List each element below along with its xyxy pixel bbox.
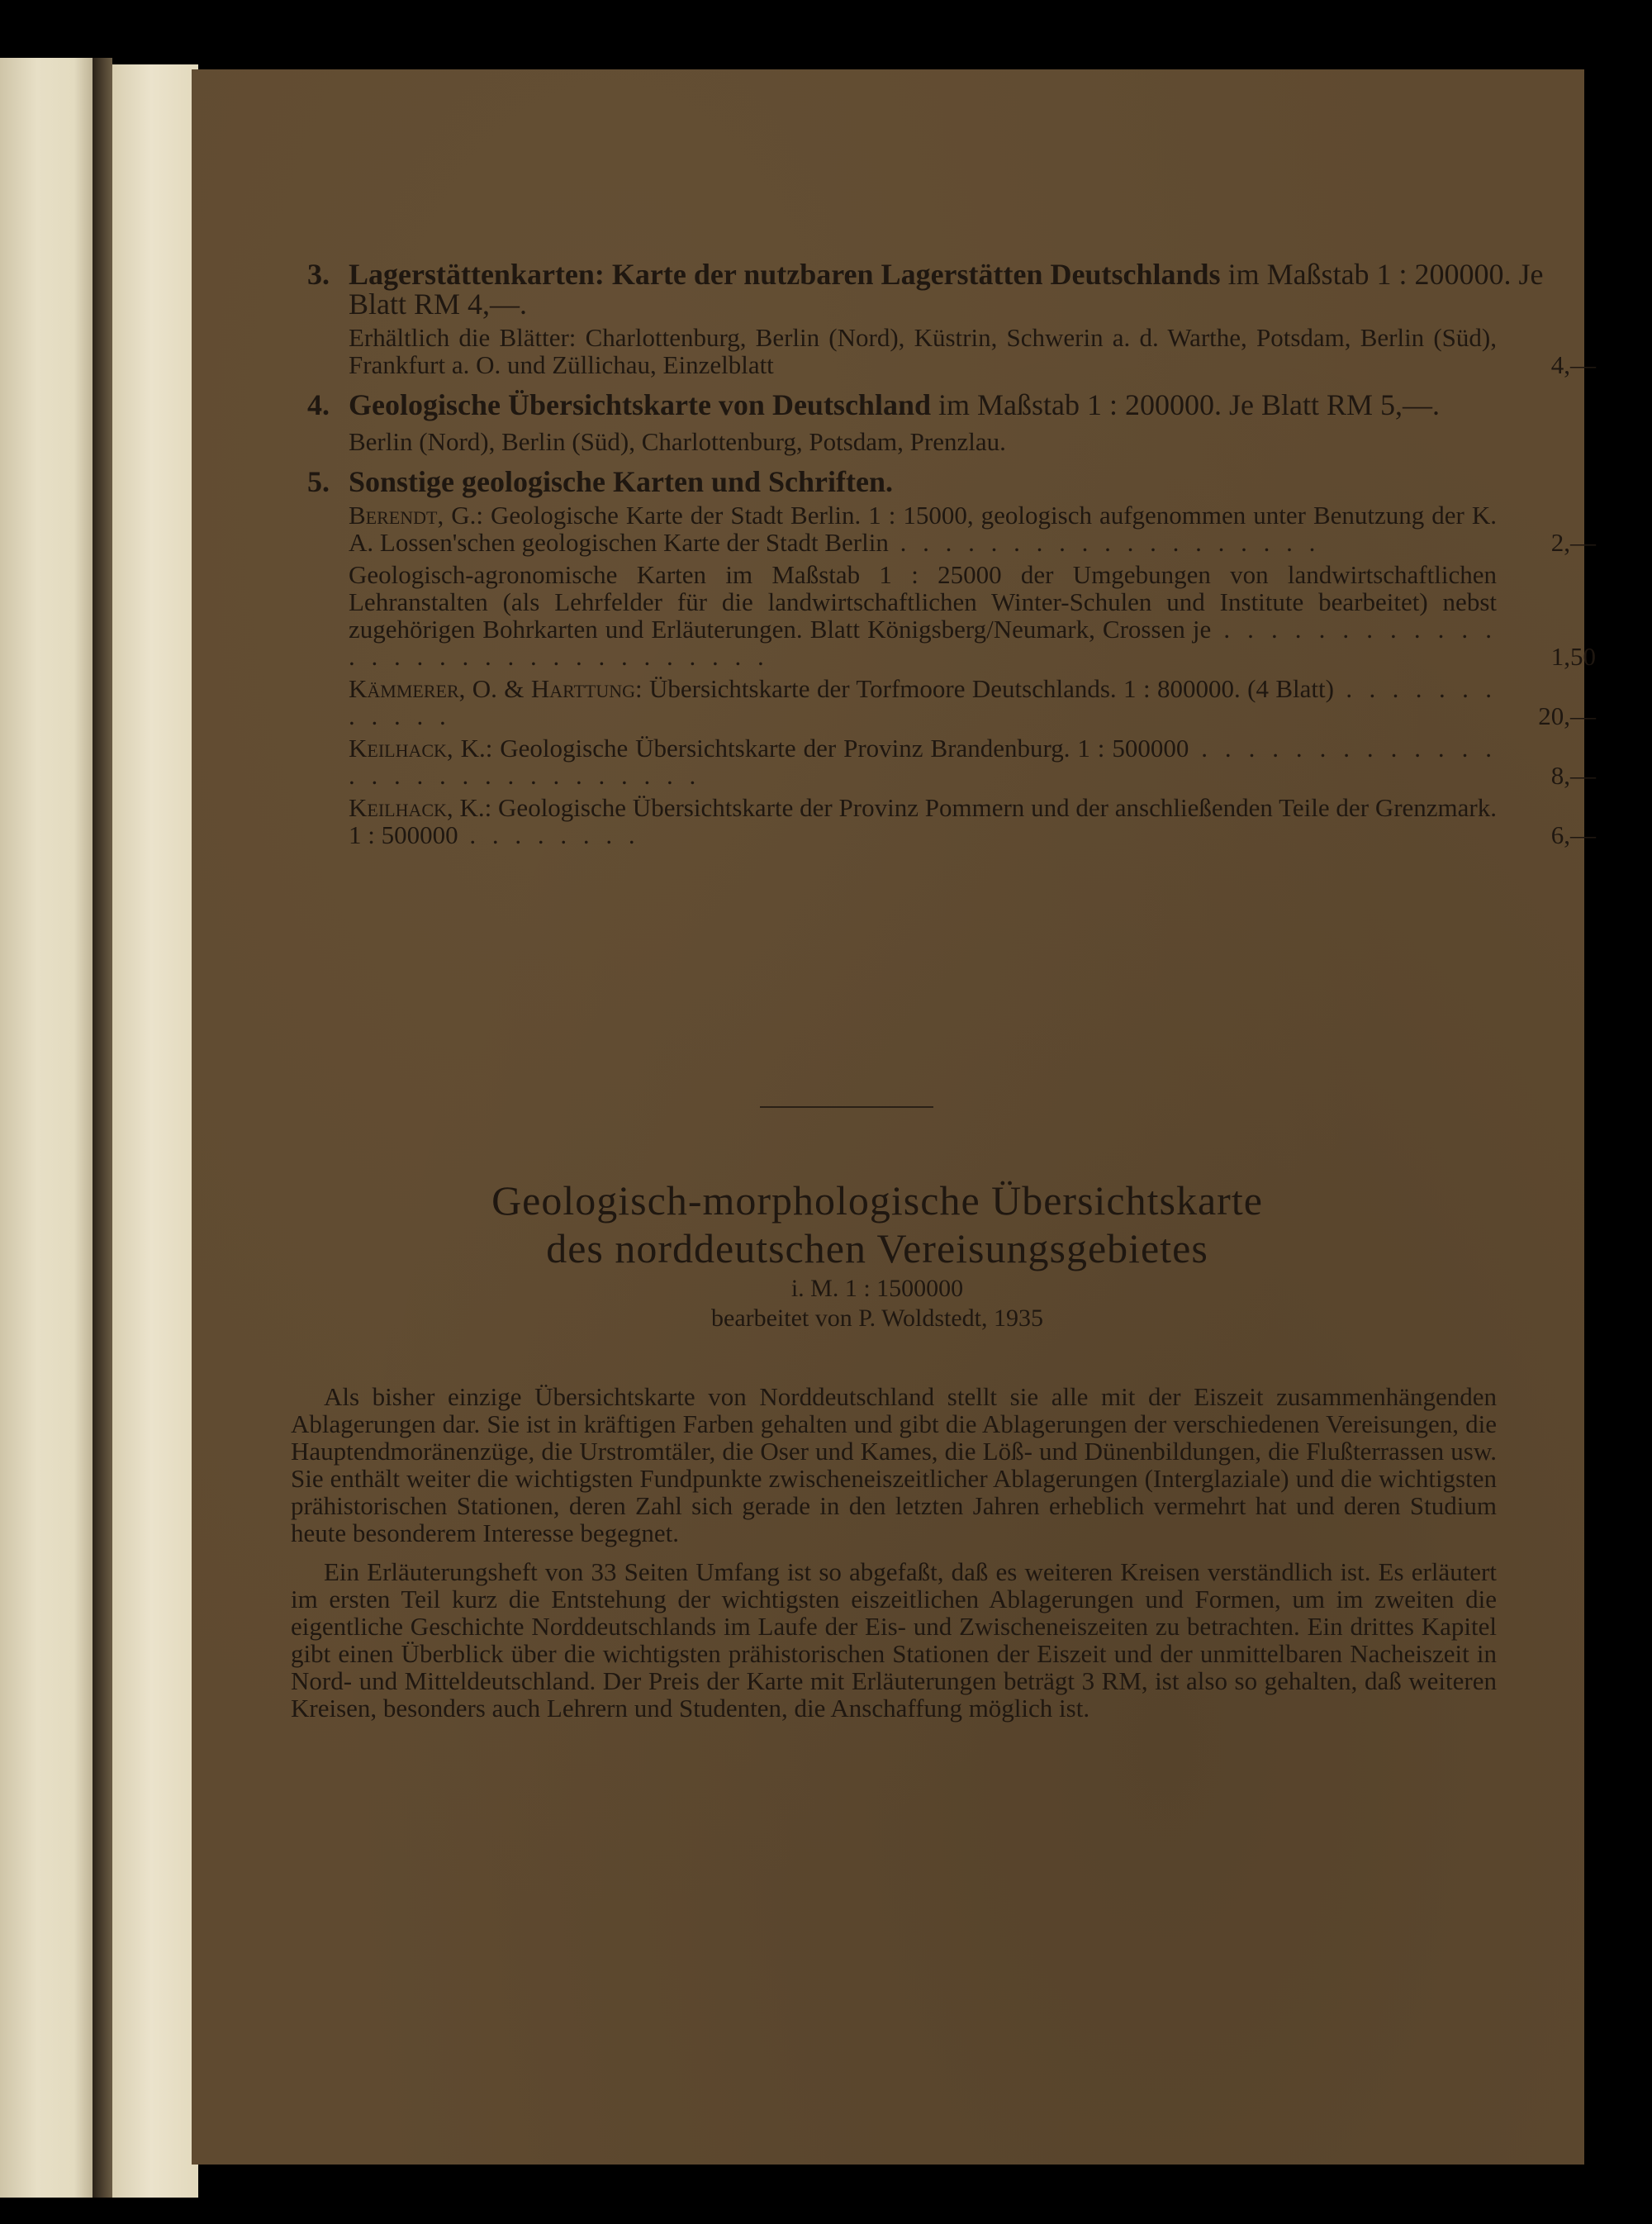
section-divider [760, 1106, 933, 1108]
entry-price: 6,— [1550, 820, 1596, 849]
list-item: Geologisch-agronomische Karten im Maßstab 1 : 25000 der Umgebungen von landwirtschaftlichen Lehranstalten (als Lehrfelder für die landwirtschaftlichen Winter-Schulen und Institute bearbeitet) nebst zugehörigen Bohrkarten und Erläuterungen. Blatt Königsberg/Neumark, Crossen je . . . . . . . . . . . . . . . . . . . . . . . . . . . . . . . 1,50 [349, 560, 1596, 671]
entry-price: 1,50 [1550, 642, 1596, 671]
book-gutter [93, 58, 112, 2198]
map-scale: i. M. 1 : 1500000 [790, 1275, 964, 1302]
entry-price: 20,— [1538, 701, 1596, 730]
item-detail: Berlin (Nord), Berlin (Süd), Charlottenburg, Potsdam, Prenzlau. [349, 427, 1006, 456]
item-number: 4. [307, 388, 330, 421]
list-item: Berendt, G.: Geologische Karte der Stadt Berlin. 1 : 15000, geologisch aufgenommen unter Benutzung der K. A. Lossen'schen geologischen Karte der Stadt Berlin . . . . . . . . . . . . . . . . . . . 2,— [349, 501, 1596, 557]
paragraph: Ein Erläuterungsheft von 33 Seiten Umfang ist so abgefaßt, daß es weiteren Kreisen verständlich ist. Es erläutert im ersten Teil kurz die Entstehung der wichtigsten eiszeitlichen Ablagerungen und Formen, um im zweiten die eigentliche Geschichte Norddeutschlands im Laufe der Eis- und Zwischeneiszeiten zu betrachten. Ein drittes Kapitel gibt einen Überblick über die wichtigsten prähistorischen Stationen der Eiszeit und der unmittelbaren Nacheiszeit in Nord- und Mitteldeutschland. Der Preis der Karte mit Erläuterungen beträgt 3 RM, ist also so gehalten, daß weiteren Kreisen, besonders auch Lehrern und Studenten, die Anschaffung möglich ist. [291, 1557, 1497, 1723]
entry-text: Geologische Übersichtskarte der Provinz Brandenburg. 1 : 500000 [500, 734, 1189, 763]
item-rest: im Maßstab 1 : 200000. Je Blatt RM 4,—. [349, 258, 1544, 321]
list-item: Keilhack, K.: Geologische Übersichtskarte der Provinz Pommern und der anschließenden Teile der Grenzmark. 1 : 500000 . . . . . . . . 6,— [349, 793, 1596, 849]
entry-author: Berendt, G.: [349, 501, 483, 530]
page-title: Geologisch-morphologische Übersichtskarte [491, 1177, 1263, 1224]
catalog-list [307, 259, 1596, 860]
item-rest: im Maßstab 1 : 200000. Je Blatt RM 5,—. [938, 388, 1440, 421]
description-text [291, 1383, 1497, 1733]
author-credit: bearbeitet von P. Woldstedt, 1935 [711, 1304, 1043, 1332]
item-heading [349, 390, 1596, 420]
catalog-item-4 [307, 390, 1596, 455]
entry-author: Keilhack, K.: [349, 734, 493, 763]
entry-text: Geologische Karte der Stadt Berlin. 1 : 15000, geologisch aufgenommen unter Benutzung der K. A. Lossen'schen geologischen Karte der Stadt Berlin [349, 501, 1497, 557]
item-number: 5. [307, 465, 330, 498]
item-detail: Erhältlich die Blätter: Charlottenburg, Berlin (Nord), Küstrin, Schwerin a. d. Warthe, Potsdam, Berlin (Süd), Frankfurt a. O. und Züllichau, Einzelblatt 4,— [349, 323, 1596, 379]
entry-text: Übersichtskarte der Torfmoore Deutschlands. 1 : 800000. (4 Blatt) [649, 674, 1334, 703]
item-number: 3. [307, 258, 330, 291]
item-title: Lagerstättenkarten: Karte der nutzbaren Lagerstätten Deutschlands [349, 258, 1221, 291]
item-title: Geologische Übersichtskarte von Deutschland [349, 388, 931, 421]
catalog-item-3 [307, 259, 1596, 378]
announcement-heading [274, 1176, 1480, 1333]
entry-author: Kämmerer, O. & Harttung: [349, 674, 643, 703]
item-title: Sonstige geologische Karten und Schriften. [349, 465, 894, 498]
item-price: 4,— [1550, 350, 1596, 379]
entry-price: 2,— [1550, 528, 1596, 557]
back-cover [192, 69, 1596, 2165]
entry-text: Geologisch-agronomische Karten im Maßstab 1 : 25000 der Umgebungen von landwirtschaftlichen Lehranstalten (als Lehrfelder für die landwirtschaftlichen Winter-Schulen und Institute bearbeitet) nebst zugehörigen Bohrkarten und Erläuterungen. Blatt Königsberg/Neumark, Crossen je [349, 560, 1497, 644]
page-subtitle: des norddeutschen Vereisungsgebietes [546, 1225, 1208, 1271]
item-heading [349, 259, 1596, 319]
item-heading [349, 467, 1596, 497]
entry-price: 8,— [1550, 761, 1596, 790]
entry-text: Geologische Übersichtskarte der Provinz Pommern und der anschließenden Teile der Grenzmark. 1 : 500000 [349, 793, 1497, 849]
paragraph: Als bisher einzige Übersichtskarte von Norddeutschland stellt sie alle mit der Eiszeit zusammenhängenden Ablagerungen dar. Sie ist in kräftigen Farben gehalten und gibt die Ablagerungen der verschiedenen Vereisungen, die Hauptendmoränenzüge, die Urstromtäler, die Oser und Kames, die Löß- und Dünenbildungen, die Flußterrassen usw. Sie enthält weiter die wichtigsten Fundpunkte zwischeneiszeitlicher Ablagerungen (Interglaziale) und die wichtigsten prähistorischen Stationen, deren Zahl sich gerade in den letzten Jahren erheblich vermehrt hat und deren Studium heute besonderem Interesse begegnet. [291, 1382, 1497, 1547]
entry-author: Keilhack, K.: [349, 793, 492, 822]
catalog-item-5 [307, 467, 1596, 848]
previous-page-edge [0, 58, 93, 2198]
list-item: Keilhack, K.: Geologische Übersichtskarte der Provinz Brandenburg. 1 : 500000 . . . . . . . . . . . . . . . . . . . . . . . . . . . . . 8,— [349, 734, 1596, 790]
list-item: Kämmerer, O. & Harttung: Übersichtskarte der Torfmoore Deutschlands. 1 : 800000. (4 Blatt) . . . . . . . . . . . . 20,— [349, 674, 1596, 730]
page-edge [112, 64, 198, 2198]
